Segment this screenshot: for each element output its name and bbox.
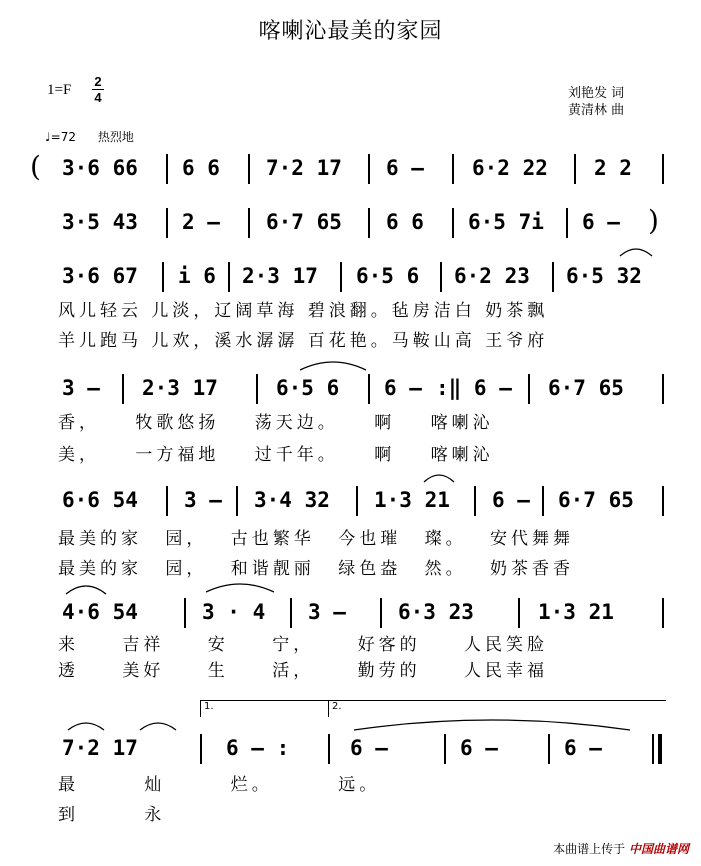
bar-line bbox=[662, 486, 664, 516]
repeat-paren-open: ( bbox=[30, 150, 41, 183]
bar-line bbox=[518, 598, 520, 628]
notation-row-5 bbox=[0, 484, 701, 518]
measure: 6·5 7i bbox=[468, 210, 544, 234]
footer-source bbox=[553, 840, 689, 857]
measure: 6·7 65 bbox=[558, 488, 634, 512]
measure: 3·5 43 bbox=[62, 210, 138, 234]
notation-row-7 bbox=[0, 732, 701, 766]
site-logo[interactable]: 中国曲谱网 bbox=[628, 842, 689, 856]
lyric-line: 最 灿 烂。 远。 bbox=[58, 775, 381, 795]
slur-mark bbox=[422, 470, 456, 484]
time-signature-top: 2 bbox=[94, 74, 102, 89]
bar-line bbox=[166, 486, 168, 516]
final-bar-thin bbox=[652, 734, 654, 764]
measure: 6·7 65 bbox=[266, 210, 342, 234]
measure: 7·2 17 bbox=[266, 156, 342, 180]
measure: 6 – bbox=[492, 488, 530, 512]
slur-mark bbox=[204, 580, 276, 594]
bar-line bbox=[340, 262, 342, 292]
notation-row-3 bbox=[0, 260, 701, 294]
bar-line bbox=[162, 262, 164, 292]
bar-line bbox=[228, 262, 230, 292]
measure: 2·3 17 bbox=[142, 376, 218, 400]
measure: 6·2 22 bbox=[472, 156, 548, 180]
measure: 3·6 66 bbox=[62, 156, 138, 180]
song-title: 喀喇沁最美的家园 bbox=[258, 19, 443, 44]
bar-line bbox=[662, 154, 664, 184]
bar-line bbox=[444, 734, 446, 764]
measure: 6 – bbox=[350, 736, 388, 760]
measure: 6 – bbox=[386, 156, 424, 180]
measure: 3·6 67 bbox=[62, 264, 138, 288]
lyric-line: 最美的家 园， 和谐靓丽 绿色盎 然。 奶茶香香 bbox=[58, 559, 575, 579]
lyric-line: 来 吉祥 安 宁， 好客的 人民笑脸 bbox=[58, 635, 549, 655]
bar-line bbox=[248, 208, 250, 238]
slur-mark bbox=[66, 718, 106, 732]
bar-line bbox=[368, 374, 370, 404]
bar-line bbox=[440, 262, 442, 292]
lyric-line: 到 永 bbox=[58, 805, 166, 825]
measure: 6 6 bbox=[386, 210, 424, 234]
measure: 1·3 21 bbox=[538, 600, 614, 624]
measure: 6·5 6 bbox=[356, 264, 420, 288]
tempo-value: ♩=72 bbox=[45, 130, 76, 144]
second-ending: 2. bbox=[328, 700, 666, 717]
bar-line bbox=[290, 598, 292, 628]
measure: 1·3 21 bbox=[374, 488, 450, 512]
lyric-line: 透 美好 生 活， 勤劳的 人民幸福 bbox=[58, 661, 549, 681]
bar-line bbox=[542, 486, 544, 516]
bar-line bbox=[122, 374, 124, 404]
final-bar-thick bbox=[658, 734, 662, 764]
bar-line bbox=[662, 374, 664, 404]
lyric-line: 风儿轻云 儿淡，辽阔草海 碧浪翻。毡房洁白 奶茶飘 bbox=[58, 301, 549, 321]
measure: 2 – bbox=[182, 210, 220, 234]
notation-row-4 bbox=[0, 372, 701, 406]
bar-line bbox=[368, 154, 370, 184]
measure: 6 – : bbox=[226, 736, 290, 760]
measure: 6·7 65 bbox=[548, 376, 624, 400]
measure: 6·5 32 bbox=[566, 264, 642, 288]
bar-line bbox=[236, 486, 238, 516]
measure: 6·3 23 bbox=[398, 600, 474, 624]
bar-line bbox=[328, 734, 330, 764]
bar-line bbox=[574, 154, 576, 184]
lyric-line: 羊儿跑马 儿欢，溪水潺潺 百花艳。马鞍山高 王爷府 bbox=[58, 331, 549, 351]
bar-line bbox=[452, 208, 454, 238]
expression-marking: 热烈地 bbox=[97, 130, 134, 144]
measure: 2·3 17 bbox=[242, 264, 318, 288]
bar-line bbox=[474, 486, 476, 516]
bar-line bbox=[166, 208, 168, 238]
measure: 6 – bbox=[582, 210, 620, 234]
measure: 6·5 6 bbox=[276, 376, 340, 400]
time-signature bbox=[92, 75, 104, 104]
lyric-line: 美， 一方福地 过千年。 啊 喀喇沁 bbox=[58, 445, 494, 465]
measure: 6·2 23 bbox=[454, 264, 530, 288]
measure: 6 6 bbox=[182, 156, 220, 180]
bar-line bbox=[248, 154, 250, 184]
key-signature: 1=F bbox=[47, 82, 72, 98]
lyric-line: 香， 牧歌悠扬 荡天边。 啊 喀喇沁 bbox=[58, 413, 494, 433]
measure: 7·2 17 bbox=[62, 736, 138, 760]
measure: :‖ 6 – bbox=[436, 376, 512, 400]
footer-text: 本曲谱上传于 bbox=[553, 842, 626, 856]
time-signature-bottom: 4 bbox=[94, 90, 102, 105]
slur-mark bbox=[138, 718, 178, 732]
bar-line bbox=[356, 486, 358, 516]
measure: 6·6 54 bbox=[62, 488, 138, 512]
slur-mark bbox=[64, 582, 108, 596]
bar-line bbox=[380, 598, 382, 628]
measure: 6 – bbox=[460, 736, 498, 760]
measure: 6 – bbox=[384, 376, 422, 400]
measure: 3 – bbox=[62, 376, 100, 400]
lyric-line: 最美的家 园， 古也繁华 今也璀 璨。 安代舞舞 bbox=[58, 529, 575, 549]
measure: 3 – bbox=[308, 600, 346, 624]
bar-line bbox=[566, 208, 568, 238]
bar-line bbox=[200, 734, 202, 764]
measure: 4·6 54 bbox=[62, 600, 138, 624]
repeat-paren-close: ) bbox=[648, 204, 659, 237]
notation-row-6 bbox=[0, 596, 701, 630]
measure: 3 – bbox=[184, 488, 222, 512]
notation-row-1 bbox=[0, 152, 701, 186]
measure: 6 – bbox=[564, 736, 602, 760]
slur-mark bbox=[298, 358, 368, 372]
bar-line bbox=[256, 374, 258, 404]
bar-line bbox=[166, 154, 168, 184]
measure: 3 · 4 bbox=[202, 600, 266, 624]
measure: i 6 bbox=[178, 264, 216, 288]
bar-line bbox=[184, 598, 186, 628]
bar-line bbox=[368, 208, 370, 238]
composer-credit: 黄清林 曲 bbox=[568, 103, 625, 118]
slur-mark bbox=[618, 244, 654, 258]
slur-mark bbox=[352, 716, 632, 732]
lyricist-credit: 刘艳发 词 bbox=[568, 86, 625, 101]
tempo-marking bbox=[45, 128, 134, 145]
bar-line bbox=[662, 598, 664, 628]
measure: 2 2 bbox=[594, 156, 632, 180]
measure: 3·4 32 bbox=[254, 488, 330, 512]
notation-row-2 bbox=[0, 206, 701, 240]
bar-line bbox=[552, 262, 554, 292]
bar-line bbox=[528, 374, 530, 404]
first-ending: 1. bbox=[200, 700, 328, 717]
bar-line bbox=[452, 154, 454, 184]
bar-line bbox=[548, 734, 550, 764]
